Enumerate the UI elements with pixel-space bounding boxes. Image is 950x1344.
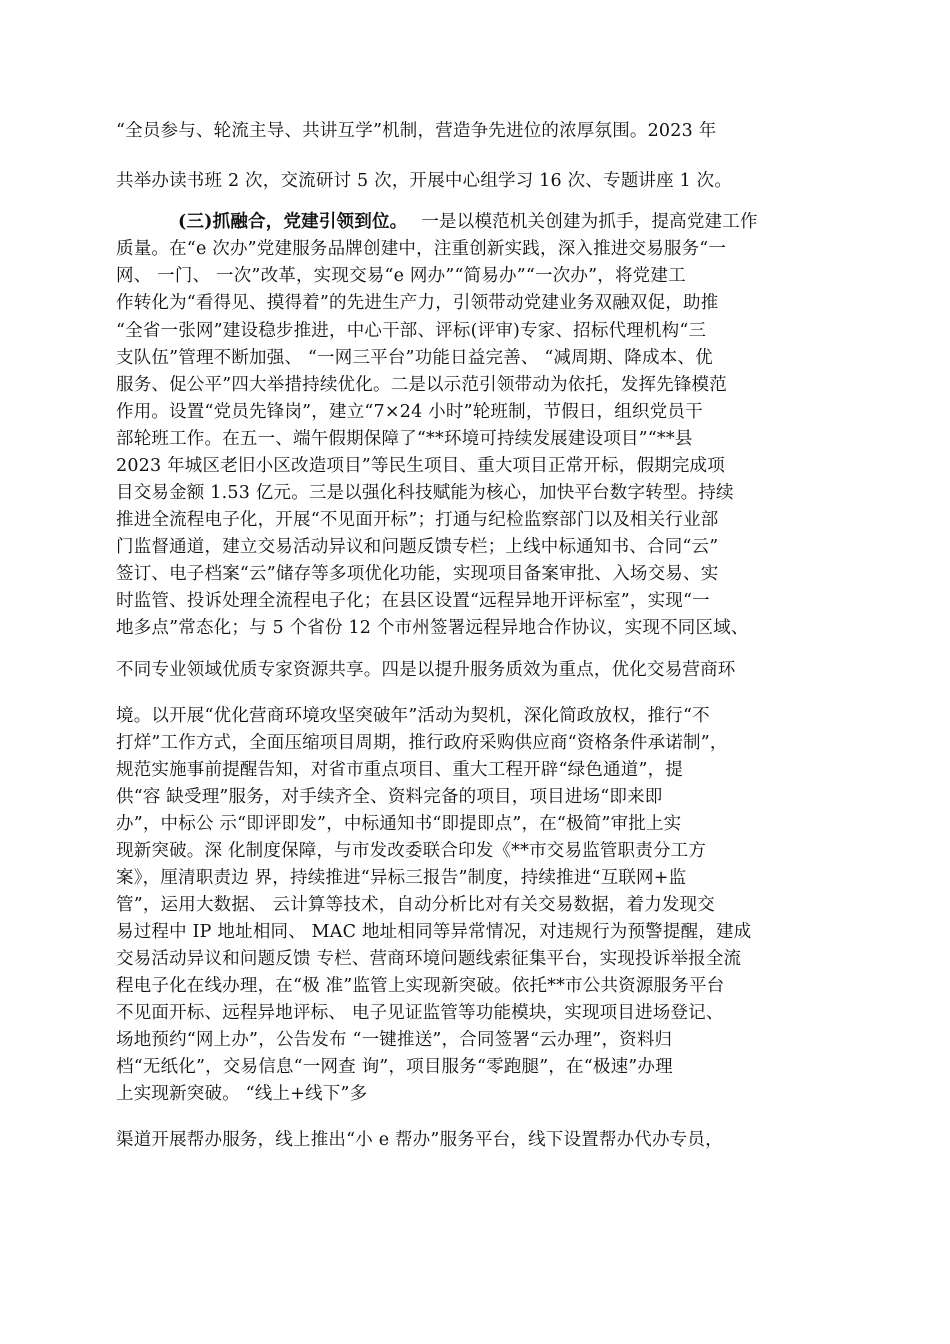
text-line-31: 不见面开标、远程异地评标、 电子见证监管等功能模块，实现项目进场登记、 xyxy=(116,1003,724,1023)
text-line-24: 办”，中标公 示“即评即发”，中标通知书“即提即点”，在“极简”审批上实 xyxy=(116,814,682,834)
text-line-18: 地多点”常态化；与 5 个省份 12 个市州签署远程异地合作协议，实现不同区域、 xyxy=(116,618,749,638)
text-line-5: 网、 一门、 一次”改革，实现交易“e 网办”“简易办”“一次办”，将党建工 xyxy=(116,266,686,286)
text-line-7: “全省一张网”建设稳步推进，中心干部、评标(评审)专家、招标代理机构“三 xyxy=(116,321,707,341)
section-heading: (三)抓融合，党建引领到位。 xyxy=(178,212,408,232)
text-line-34: 上实现新突破。 “线上+线下”多 xyxy=(116,1084,368,1104)
text-line-19: 不同专业领域优质专家资源共享。四是以提升服务质效为重点，优化交易营商环 xyxy=(116,660,736,680)
text-line-10: 作用。设置“党员先锋岗”，建立“7×24 小时”轮班制，节假日，组织党员干 xyxy=(116,402,703,422)
text-line-12: 2023 年城区老旧小区改造项目”等民生项目、重大项目正常开标，假期完成项 xyxy=(116,456,725,476)
text-line-20: 境。以开展“优化营商环境攻坚突破年”活动为契机，深化简政放权，推行“不 xyxy=(116,706,710,726)
text-line-28: 易过程中 IP 地址相同、 MAC 地址相同等异常情况，对违规行为预警提醒，建成 xyxy=(116,922,752,942)
text-line-11: 部轮班工作。在五一、端午假期保障了“**环境可持续发展建设项目”“**县 xyxy=(116,429,693,449)
text-line-25: 现新突破。深 化制度保障，与市发改委联合印发《**市交易监管职责分工方 xyxy=(116,841,707,861)
text-line-13: 目交易金额 1.53 亿元。三是以强化科技赋能为核心，加快平台数字转型。持续 xyxy=(116,483,734,503)
text-line-16: 签订、电子档案“云”储存等多项优化功能，实现项目备案审批、入场交易、实 xyxy=(116,564,719,584)
text-line-33: 档“无纸化”，交易信息“一网查 询”，项目服务“零跑腿”，在“极速”办理 xyxy=(116,1057,673,1077)
text-line-22: 规范实施事前提醒告知，对省市重点项目、重大工程开辟“绿色通道”，提 xyxy=(116,760,683,780)
text-line-6: 作转化为“看得见、摸得着”的先进生产力，引领带动党建业务双融双促，助推 xyxy=(116,293,719,313)
text-line-15: 门监督通道，建立交易活动异议和问题反馈专栏；上线中标通知书、合同“云” xyxy=(116,537,719,557)
text-line-30: 程电子化在线办理，在“极 准”监管上实现新突破。依托**市公共资源服务平台 xyxy=(116,976,725,996)
text-line-26: 案》，厘清职责边 界，持续推进“异标三报告”制度，持续推进“互联网+监 xyxy=(116,868,687,888)
text-line-17: 时监管、投诉处理全流程电子化；在县区设置“远程异地开评标室”，实现“一 xyxy=(116,591,710,611)
text-line-23: 供“容 缺受理”服务，对手续齐全、资料完备的项目，项目进场“即来即 xyxy=(116,787,663,807)
text-line-32: 场地预约“网上办”，公告发布 “一键推送”，合同签署“云办理”，资料归 xyxy=(116,1030,673,1050)
text-line-4: 质量。在“e 次办”党建服务品牌创建中，注重创新实践，深入推进交易服务“一 xyxy=(116,239,727,259)
text-line-8: 支队伍”管理不断加强、 “一网三平台”功能日益完善、 “减周期、降成本、优 xyxy=(116,348,713,368)
text-line-35: 渠道开展帮办服务，线上推出“小 e 帮办”服务平台，线下设置帮办代办专员， xyxy=(116,1130,723,1150)
paragraph-3-first-line xyxy=(178,210,758,234)
text-line-3: 一是以模范机关创建为抓手，提高党建工作 xyxy=(421,212,758,232)
text-line-1: “全员参与、轮流主导、共讲互学”机制，营造争先进位的浓厚氛围。2023 年 xyxy=(116,121,717,141)
text-line-27: 管”，运用大数据、 云计算等技术，自动分析比对有关交易数据，着力发现交 xyxy=(116,895,716,915)
text-line-2: 共举办读书班 2 次，交流研讨 5 次，开展中心组学习 16 次、专题讲座 1 次。 xyxy=(116,171,733,191)
text-line-21: 打烊”工作方式，全面压缩项目周期，推行政府采购供应商“资格条件承诺制”， xyxy=(116,733,728,753)
text-line-14: 推进全流程电子化，开展“不见面开标”；打通与纪检监察部门以及相关行业部 xyxy=(116,510,719,530)
text-line-9: 服务、促公平”四大举措持续优化。二是以示范引领带动为依托，发挥先锋模范 xyxy=(116,375,727,395)
text-line-29: 交易活动异议和问题反馈 专栏、营商环境问题线索征集平台，实现投诉举报全流 xyxy=(116,949,742,969)
